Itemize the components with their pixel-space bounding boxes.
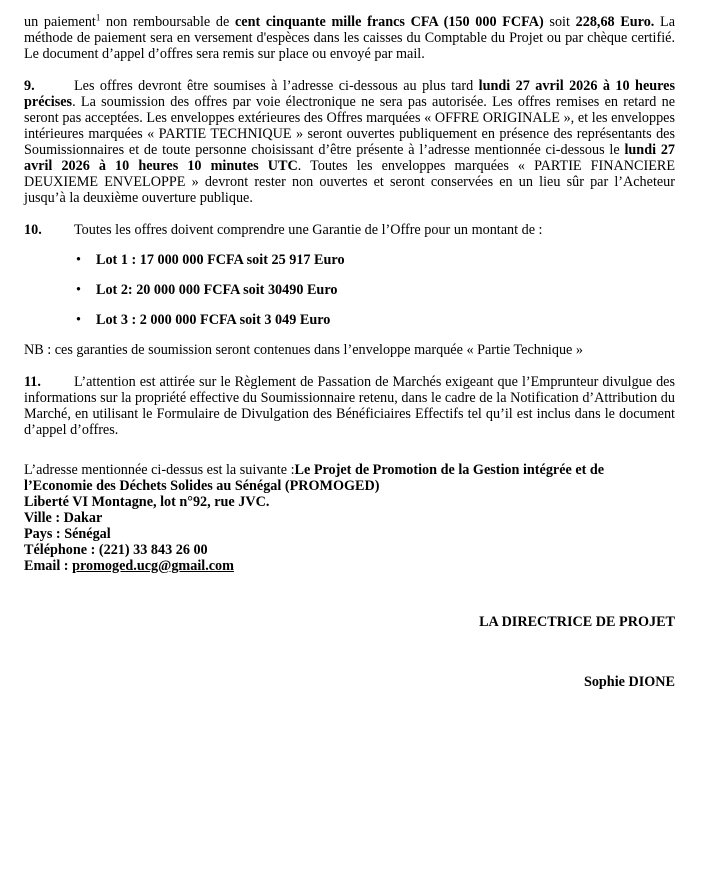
paragraph-number: 10. xyxy=(24,222,42,238)
fee-amount: cent cinquante mille francs CFA (150 000 FCFA) xyxy=(234,14,544,30)
para11-text: L’attention est attirée sur le Règlement de Passation de Marchés exigeant que l’Emprunteur divulgue des informations sur la propriété effective du Soumissionnaire retenu, dans le cadre de la Notification d’Attribution du Marché, en utilisant le Formulaire de Divulgation des Bénéficiaires Effectifs tel qu’il est inclus dans le document d’appel d’offres. xyxy=(24,374,675,438)
address-phone: Téléphone : (221) 33 843 26 00 xyxy=(24,542,208,558)
intro-paragraph xyxy=(24,14,675,62)
lots-list xyxy=(24,252,675,328)
address-city: Ville : Dakar xyxy=(24,510,103,526)
intro-text-2: non remboursable de xyxy=(100,14,235,30)
intro-text-4: La méthode de paiement sera en versement d'espèces dans les caisses du Comptable du Projet ou par chèque certifié. Le document d’appel d’offres sera remis sur place ou envoyé par mail. xyxy=(24,14,676,62)
para9-text-1: Les offres devront être soumises à l’adresse ci-dessous au plus tard xyxy=(74,78,479,94)
organization-name: Le Projet de Promotion de la Gestion intégrée et de l’Economie des Déchets Solides au Sénégal (PROMOGED) xyxy=(24,462,605,494)
para9-text-3: . Toutes les enveloppes marquées « PARTIE FINANCIERE DEUXIEME ENVELOPPE » devront rester non ouvertes et seront conservées en un lieu sûr par l’Acheteur jusqu’à la deuxième ouverture publique. xyxy=(24,158,675,206)
fee-euro: 228,68 Euro. xyxy=(575,14,655,30)
nb-note: NB : ces garanties de soumission seront contenues dans l’enveloppe marquée « Partie Technique » xyxy=(24,342,583,358)
address-block xyxy=(24,462,675,574)
opening-date: lundi 27 avril 2026 à 10 heures 10 minutes UTC xyxy=(24,142,676,174)
intro-text-3: soit xyxy=(543,14,576,30)
paragraph-number: 11. xyxy=(24,374,41,390)
para9-text-2: . La soumission des offres par voie électronique ne sera pas autorisée. Les offres remises en retard ne seront pas acceptées. Les enveloppes extérieures des Offres marquées « OFFRE ORIGINALE », et les enveloppes intérieures marquées « PARTIE TECHNIQUE » seront ouvertes publiquement en présence des représentants des Soumissionnaires et de toute personne choisissant d’être présente à l’adresse mentionnée ci-dessous le xyxy=(24,94,675,158)
lot-3-guarantee: Lot 3 : 2 000 000 FCFA soit 3 049 Euro xyxy=(96,312,331,328)
para10-text: Toutes les offres doivent comprendre une Garantie de l’Offre pour un montant de : xyxy=(74,222,543,238)
bullet-icon: • xyxy=(76,282,81,298)
list-item xyxy=(76,282,675,298)
signatory-title: LA DIRECTRICE DE PROJET xyxy=(479,614,675,630)
address-country: Pays : Sénégal xyxy=(24,526,111,542)
paragraph-number: 9. xyxy=(24,78,35,94)
lot-1-guarantee: Lot 1 : 17 000 000 FCFA soit 25 917 Euro xyxy=(96,252,345,268)
address-street: Liberté VI Montagne, lot n°92, rue JVC. xyxy=(24,494,270,510)
list-item xyxy=(76,252,675,268)
paragraph-11 xyxy=(24,374,675,438)
intro-text-1: un paiement xyxy=(24,14,96,30)
address-intro: L’adresse mentionnée ci-dessus est la suivante : xyxy=(24,462,295,478)
email-link[interactable]: promoged.ucg@gmail.com xyxy=(72,558,234,574)
bullet-icon: • xyxy=(76,312,81,328)
bullet-icon: • xyxy=(76,252,81,268)
list-item xyxy=(76,312,675,328)
paragraph-10 xyxy=(24,222,675,238)
paragraph-9 xyxy=(24,78,675,206)
lot-2-guarantee: Lot 2: 20 000 000 FCFA soit 30490 Euro xyxy=(96,282,338,298)
submission-deadline: lundi 27 avril 2026 à 10 heures précises xyxy=(24,78,675,110)
email-label: Email : xyxy=(24,558,73,574)
footnote-marker: 1 xyxy=(95,12,101,23)
signatory-name: Sophie DIONE xyxy=(583,674,675,690)
